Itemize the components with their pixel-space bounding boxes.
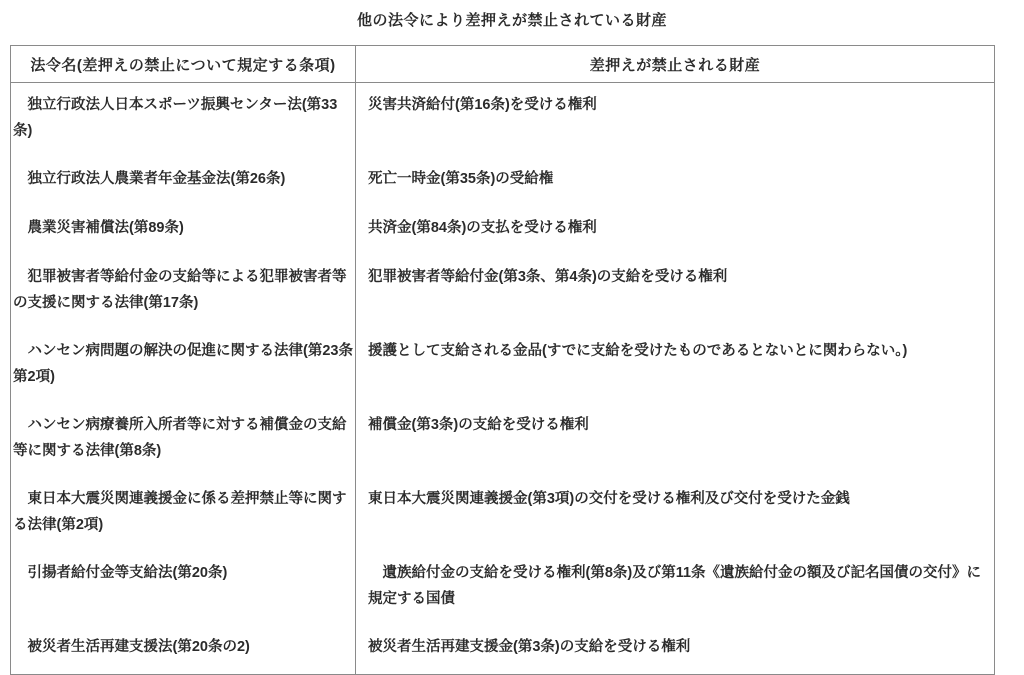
- table-row: [11, 329, 995, 403]
- seizure-prohibition-table: [10, 45, 995, 675]
- protected-property-cell: 死亡一時金(第35条)の受給権: [368, 171, 554, 187]
- law-name-cell: ハンセン病問題の解決の促進に関する法律(第23条第2項): [11, 329, 356, 403]
- law-name-cell: 独立行政法人日本スポーツ振興センター法(第33条): [11, 83, 356, 158]
- protected-property-cell: 補償金(第3条)の支給を受ける権利: [368, 417, 589, 433]
- law-name-cell: 独立行政法人農業者年金基金法(第26条): [11, 157, 356, 206]
- table-header-row: [11, 46, 995, 83]
- table-row: [11, 206, 995, 255]
- page-title: 他の法令により差押えが禁止されている財産: [356, 12, 667, 29]
- table-row: [11, 551, 995, 625]
- law-name-cell: 被災者生活再建支援法(第20条の2): [11, 625, 356, 674]
- table-row: [11, 477, 995, 551]
- table-row: [11, 255, 995, 329]
- table-row: [11, 625, 995, 674]
- protected-property-cell: 遺族給付金の支給を受ける権利(第8条)及び第11条《遺族給付金の額及び記名国債の交付》に規定する国債: [368, 565, 982, 607]
- protected-property-cell: 犯罪被害者等給付金(第3条、第4条)の支給を受ける権利: [368, 269, 728, 285]
- protected-property-cell: 共済金(第84条)の支払を受ける権利: [368, 220, 597, 236]
- protected-property-cell: 援護として支給される金品(すでに支給を受けたものであるとないとに関わらない。): [368, 343, 908, 359]
- table-row: [11, 157, 995, 206]
- table-row: [11, 403, 995, 477]
- protected-property-cell: 災害共済給付(第16条)を受ける権利: [368, 97, 597, 113]
- law-name-cell: 東日本大震災関連義援金に係る差押禁止等に関する法律(第2項): [11, 477, 356, 551]
- column-header-protected-property: 差押えが禁止される財産: [356, 46, 995, 83]
- law-name-cell: 農業災害補償法(第89条): [11, 206, 356, 255]
- law-name-cell: ハンセン病療養所入所者等に対する補償金の支給等に関する法律(第8条): [11, 403, 356, 477]
- column-header-law-name: 法令名(差押えの禁止について規定する条項): [11, 46, 356, 83]
- protected-property-cell: 被災者生活再建支援金(第3条)の支給を受ける権利: [368, 639, 691, 655]
- protected-property-cell: 東日本大震災関連義援金(第3項)の交付を受ける権利及び交付を受けた金銭: [368, 491, 850, 507]
- law-name-cell: 引揚者給付金等支給法(第20条): [11, 551, 356, 625]
- law-name-cell: 犯罪被害者等給付金の支給等による犯罪被害者等の支援に関する法律(第17条): [11, 255, 356, 329]
- table-body: [11, 83, 995, 675]
- table-row: [11, 83, 995, 158]
